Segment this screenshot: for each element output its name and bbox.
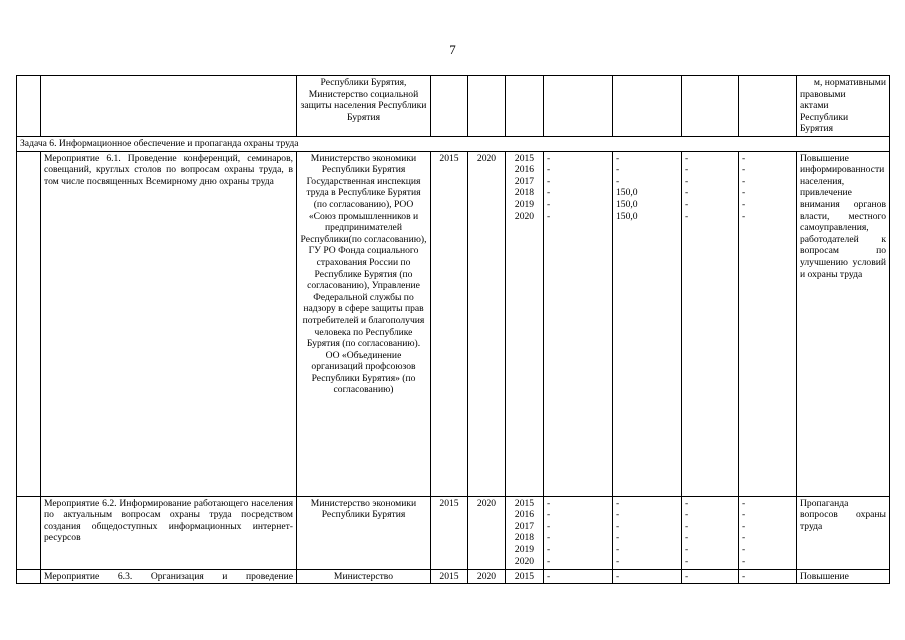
fund-value: - [685,532,689,544]
result-line: правовыми [800,88,846,100]
cell-fund-4 [739,76,797,137]
cell-executor: Министерство [297,569,431,584]
fund-value: - [547,164,551,176]
cell-years [506,151,544,496]
fund-value: - [742,198,746,210]
fund-value: - [547,210,551,222]
cell-end: 2020 [468,569,506,584]
fund-value: - [685,543,689,555]
cell-fund-4 [739,496,797,569]
fund-value: - [547,187,551,199]
cell-result: Пропаганда вопросов охраны труда [797,496,890,569]
fund-value: - [616,497,620,509]
cell-fund-2 [613,151,682,496]
cell-number [17,569,41,584]
result-line: Республики [800,111,849,123]
cell-start [431,76,468,137]
table-row-task-header [17,137,890,152]
table-row-measure-6-1 [17,151,890,496]
fund-value: - [547,555,551,567]
measure-text: Мероприятие 6.3. Организация и проведение [44,570,293,582]
year-value: 2016 [514,164,535,176]
fund-value: - [616,555,620,567]
cell-executor: Министерство экономики Республики Бурятия Государственная инспекция труда в Республике Бурятия (по согласованию), РОО «Союз промышленников и предпринимателей Республики(по согласованию), ГУ РО Фонда социального страхования России по Республике Бурятия (по согласованию), Управление Федеральной службы по надзору в сфере защиты прав потребителей и благополучия человека по Республике Бурятия (по согласованию). ОО «Объединение организаций профсоюзов Республики Бурятия» (по согласованию) [297,151,431,496]
cell-fund-1 [544,151,613,496]
cell-measure [41,569,297,584]
fund-value: - [742,509,746,521]
cell-measure: Мероприятие 6.1. Проведение конференций, семинаров, совещаний, круглых столов по вопросам охраны труда, в том числе посвященных Всемирному дню охраны труда [41,151,297,496]
year-value: 2018 [514,532,535,544]
page-number: 7 [449,42,456,57]
fund-value: - [547,198,551,210]
year-value: 2015 [514,152,535,164]
cell-executor: Министерство экономики Республики Бурятия [297,496,431,569]
fund-value: 150,0 [616,187,638,199]
fund-value: - [616,520,620,532]
fund-value: - [742,497,746,509]
cell-number [17,76,41,137]
fund-value: - [742,520,746,532]
cell-fund-3: - [682,569,739,584]
cell-end: 2020 [468,151,506,496]
cell-years [506,496,544,569]
cell-executor: Республики Бурятия, Министерство социальной защиты населения Республики Бурятия [297,76,431,137]
fund-value: - [616,175,620,187]
task-title: Задача 6. Информационное обеспечение и пропаганда охраны труда [17,137,890,152]
fund-value: - [616,164,620,176]
cell-fund-1 [544,496,613,569]
table-row-continuation [17,76,890,137]
fund-value: - [742,555,746,567]
cell-fund-3 [682,496,739,569]
result-line: м, нормативными [813,77,886,88]
fund-value: - [742,152,746,164]
cell-number [17,151,41,496]
program-table [16,75,890,584]
year-value: 2017 [514,175,535,187]
year-value: 2020 [514,210,535,222]
fund-value: - [616,509,620,521]
cell-fund-3 [682,151,739,496]
fund-value: - [685,497,689,509]
fund-value: - [742,187,746,199]
cell-fund-3 [682,76,739,137]
fund-value: - [547,520,551,532]
cell-fund-2: - [613,569,682,584]
cell-year [506,76,544,137]
fund-value: - [547,543,551,555]
year-value: 2016 [514,509,535,521]
cell-result [797,76,890,137]
year-value: 2020 [514,555,535,567]
fund-value: - [547,175,551,187]
fund-value: - [547,152,551,164]
cell-measure [41,76,297,137]
fund-value: - [742,532,746,544]
fund-value: - [685,509,689,521]
fund-value: - [616,543,620,555]
cell-start: 2015 [431,496,468,569]
fund-value: 150,0 [616,198,638,210]
table-row-measure-6-3 [17,569,890,584]
fund-value: - [685,175,689,187]
fund-value: - [685,187,689,199]
cell-fund-1: - [544,569,613,584]
cell-start: 2015 [431,151,468,496]
fund-value: - [685,198,689,210]
cell-fund-1 [544,76,613,137]
cell-fund-4 [739,151,797,496]
fund-value: - [742,164,746,176]
fund-value: - [616,532,620,544]
fund-value: - [547,509,551,521]
cell-fund-4: - [739,569,797,584]
fund-value: - [547,532,551,544]
table-row-measure-6-2 [17,496,890,569]
fund-value: - [685,520,689,532]
year-value: 2019 [514,543,535,555]
result-line: Бурятия [800,123,834,135]
fund-value: - [742,543,746,555]
cell-fund-2 [613,76,682,137]
fund-value: - [685,555,689,567]
fund-value: - [616,152,620,164]
fund-value: - [742,210,746,222]
cell-end [468,76,506,137]
year-value: 2019 [514,198,535,210]
fund-value: - [547,497,551,509]
cell-year: 2015 [506,569,544,584]
year-value: 2018 [514,187,535,199]
cell-result: Повышение [797,569,890,584]
cell-number [17,496,41,569]
fund-value: - [742,175,746,187]
fund-value: 150,0 [616,210,638,222]
year-value: 2017 [514,520,535,532]
result-line: актами [800,100,829,112]
cell-fund-2 [613,496,682,569]
fund-value: - [685,152,689,164]
year-value: 2015 [514,497,535,509]
cell-result: Повышение информированности населения, привлечение внимания органов власти, местного самоуправления, работодателей к вопросам по улучшению условий и охраны труда [797,151,890,496]
cell-end: 2020 [468,496,506,569]
cell-start: 2015 [431,569,468,584]
cell-measure: Мероприятие 6.2. Информирование работающего населения по актуальным вопросам охраны труда посредством создания общедоступных информационных интернет-ресурсов [41,496,297,569]
fund-value: - [685,210,689,222]
fund-value: - [685,164,689,176]
